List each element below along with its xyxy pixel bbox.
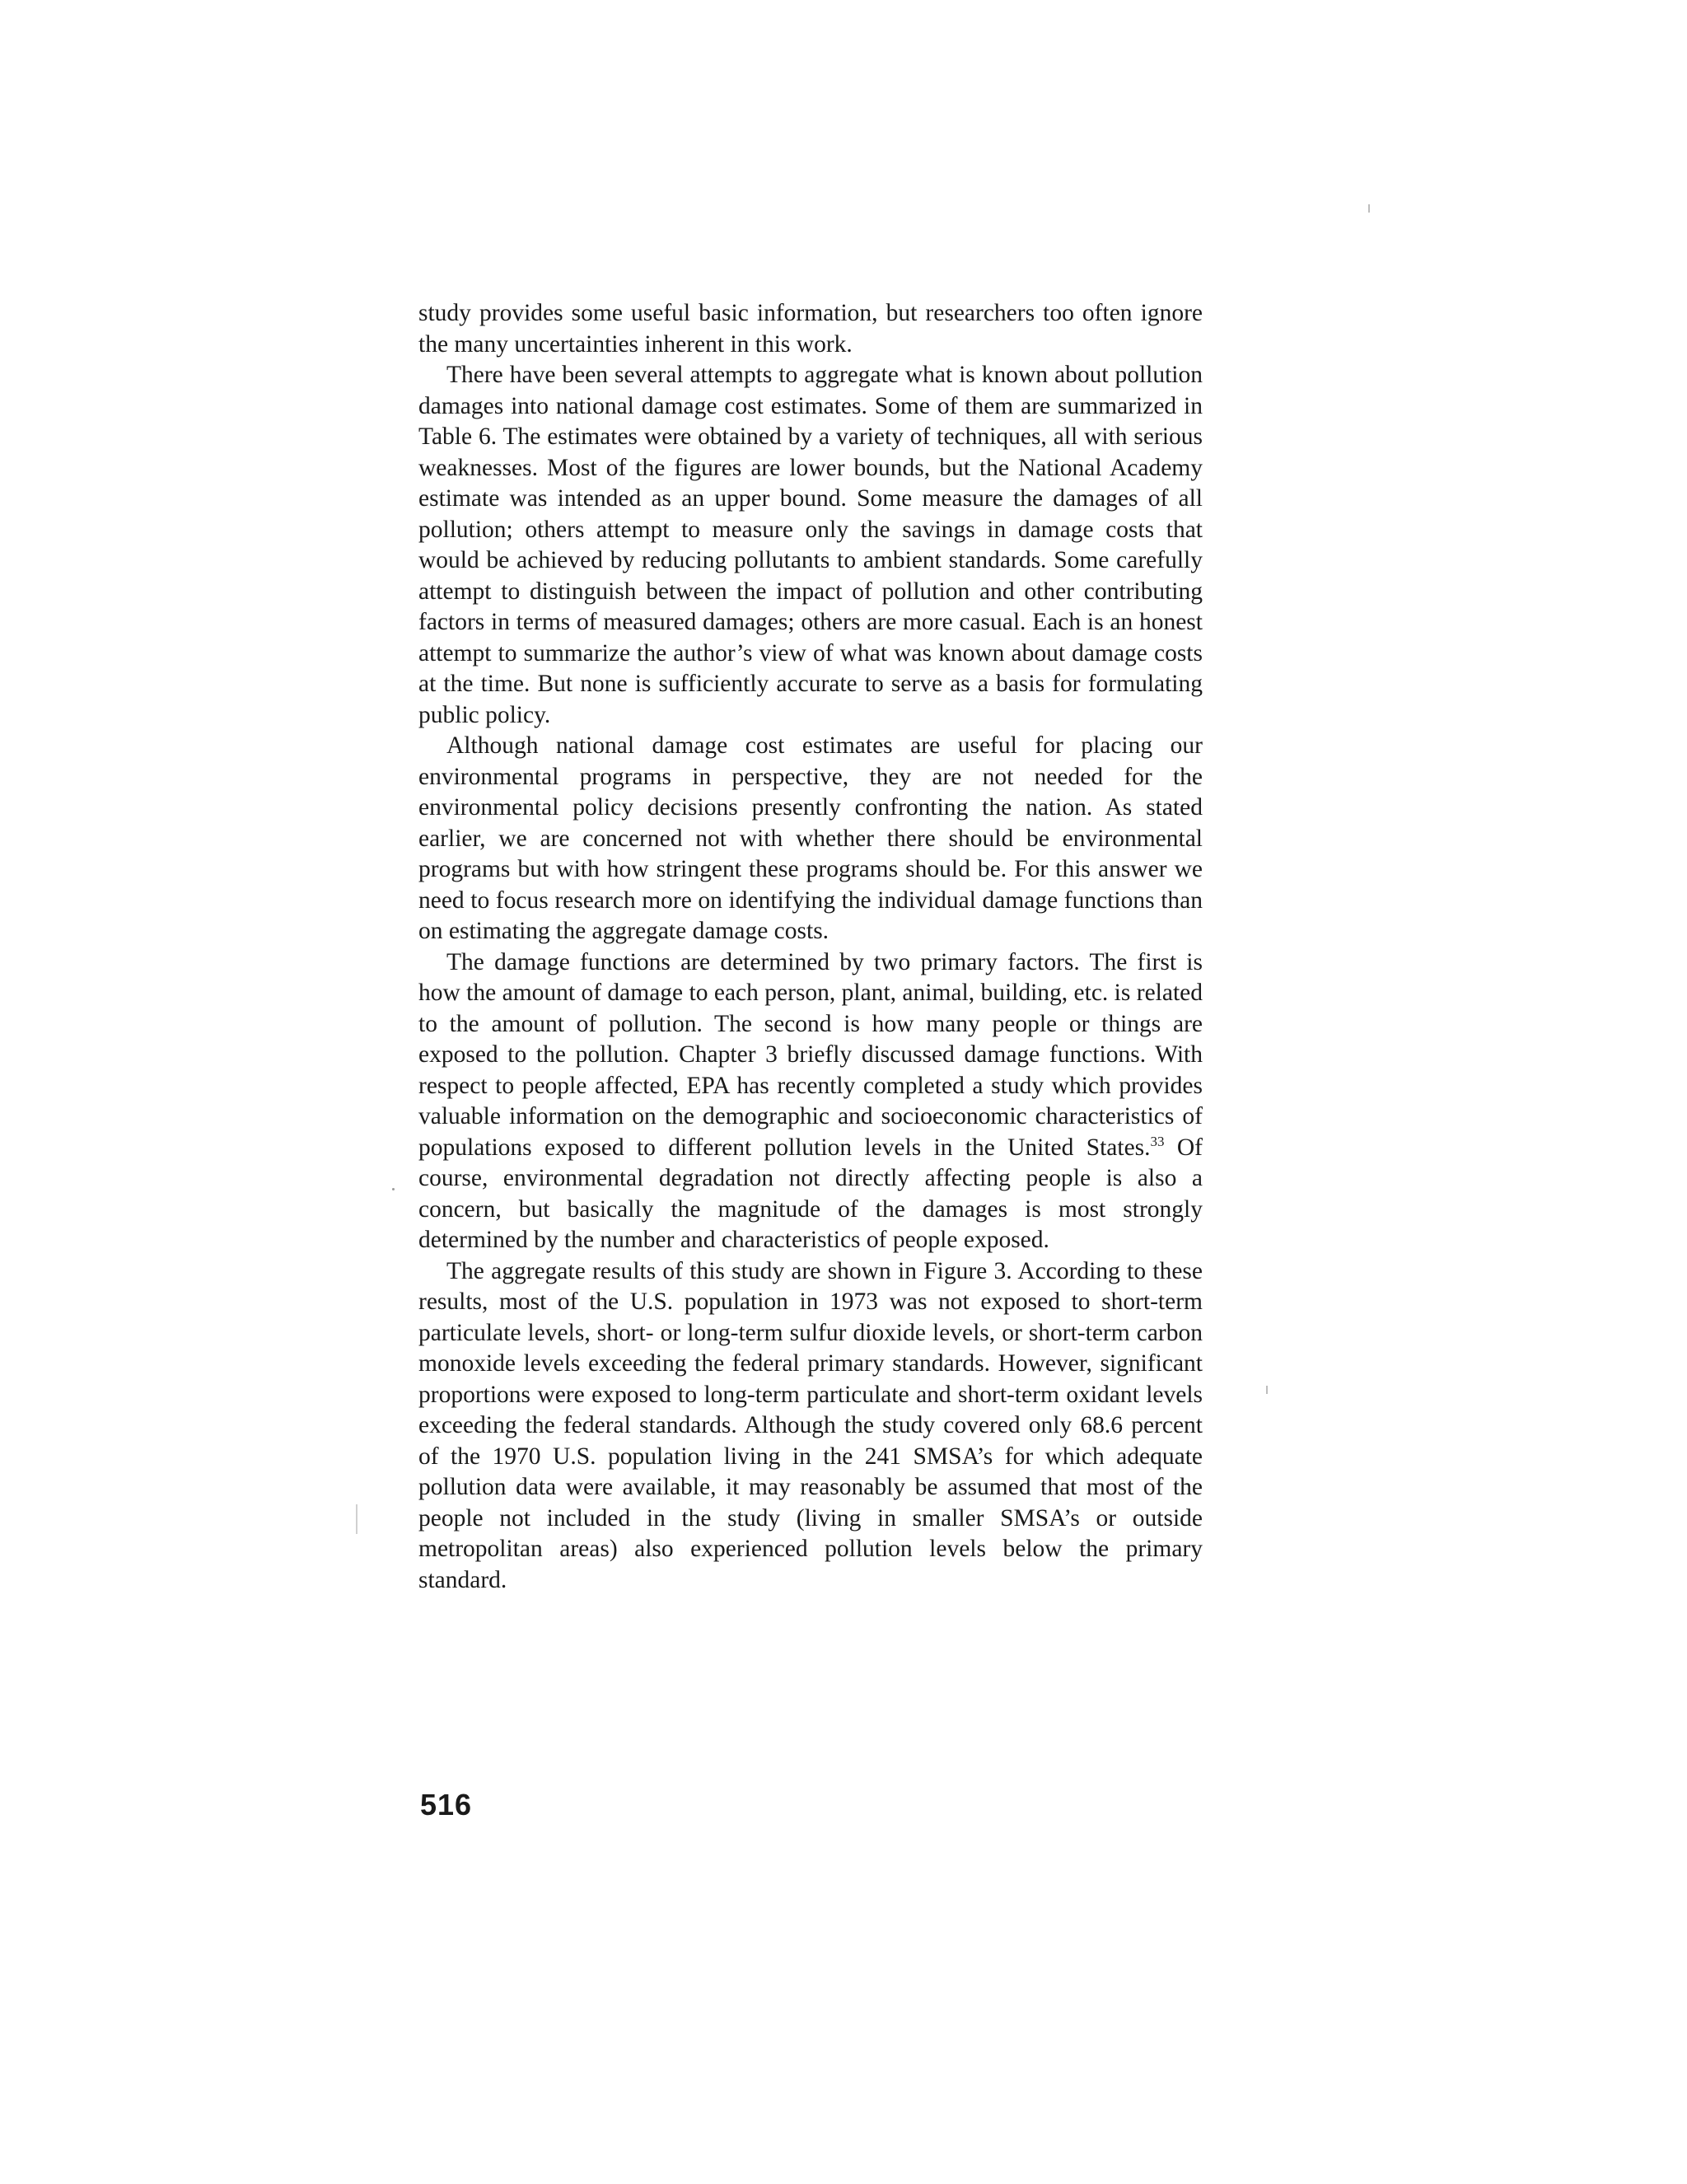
paragraph-text-after-footnote: Of course, environmental degradation not directly affecting people is also a concern, but basically the magnitude of the damages is most strongly determined by the number and characteristics of people exposed.	[418, 1134, 1203, 1253]
paragraph-continuation: study provides some useful basic information, but researchers too often ignore the many uncertainties inherent in this work.	[418, 300, 1203, 358]
scan-speck	[1266, 1386, 1268, 1394]
paragraph-policy-decisions: Although national damage cost estimates are useful for placing our environmental programs in perspective, they are not needed for the environmental policy decisions presently confronting the nation. As stated earlier, we are concerned not with whether there should be environmental programs but with how stringent these programs should be. For this answer we need to focus research more on identifying the individual damage functions than on estimating the aggregate damage costs.	[418, 732, 1203, 944]
scan-speck	[392, 1188, 395, 1190]
page-number: 516	[420, 1788, 473, 1822]
body-text	[418, 298, 1203, 1596]
paragraph-aggregate-results: The aggregate results of this study are shown in Figure 3. According to these results, most of the U.S. population in 1973 was not exposed to short-term particulate levels, short- or long-term sulfur dioxide levels, or short-term carbon monoxide levels exceeding the federal primary standards. However, significant proportions were exposed to long-term particulate and short-term oxidant levels exceeding the federal standards. Although the study covered only 68.6 percent of the 1970 U.S. population living in the 241 SMSA’s for which adequate pollution data were available, it may reasonably be assumed that most of the people not included in the study (living in smaller SMSA’s or outside metropolitan areas) also experienced pollution levels below the primary standard.	[418, 1257, 1203, 1593]
paragraph-damage-functions	[418, 947, 1203, 1256]
scan-speck	[356, 1504, 357, 1534]
scan-speck	[1368, 204, 1370, 213]
footnote-marker: 33	[1150, 1133, 1165, 1149]
paragraph-damage-estimates: There have been several attempts to aggregate what is known about pollution damages into national damage cost estimates. Some of them are summarized in Table 6. The estimates were obtained by a variety of techniques, all with serious weaknesses. Most of the figures are lower bounds, but the National Academy estimate was intended as an upper bound. Some measure the damages of all pollution; others attempt to measure only the savings in damage costs that would be achieved by reducing pollutants to ambient standards. Some carefully attempt to distinguish between the impact of pollution and other contributing factors in terms of measured damages; others are more casual. Each is an honest attempt to summarize the author’s view of what was known about damage costs at the time. But none is sufficiently accurate to serve as a basis for formulating public policy.	[418, 362, 1203, 728]
paragraph-text-before-footnote: The damage functions are determined by two primary factors. The first is how the amount of damage to each person, plant, animal, building, etc. is related to the amount of pollution. The second is how many people or things are exposed to the pollution. Chapter 3 briefly discussed damage functions. With respect to people affected, EPA has recently completed a study which provides valuable information on the demographic and socioeconomic characteristics of populations exposed to different pollution levels in the United States.	[418, 948, 1203, 1161]
